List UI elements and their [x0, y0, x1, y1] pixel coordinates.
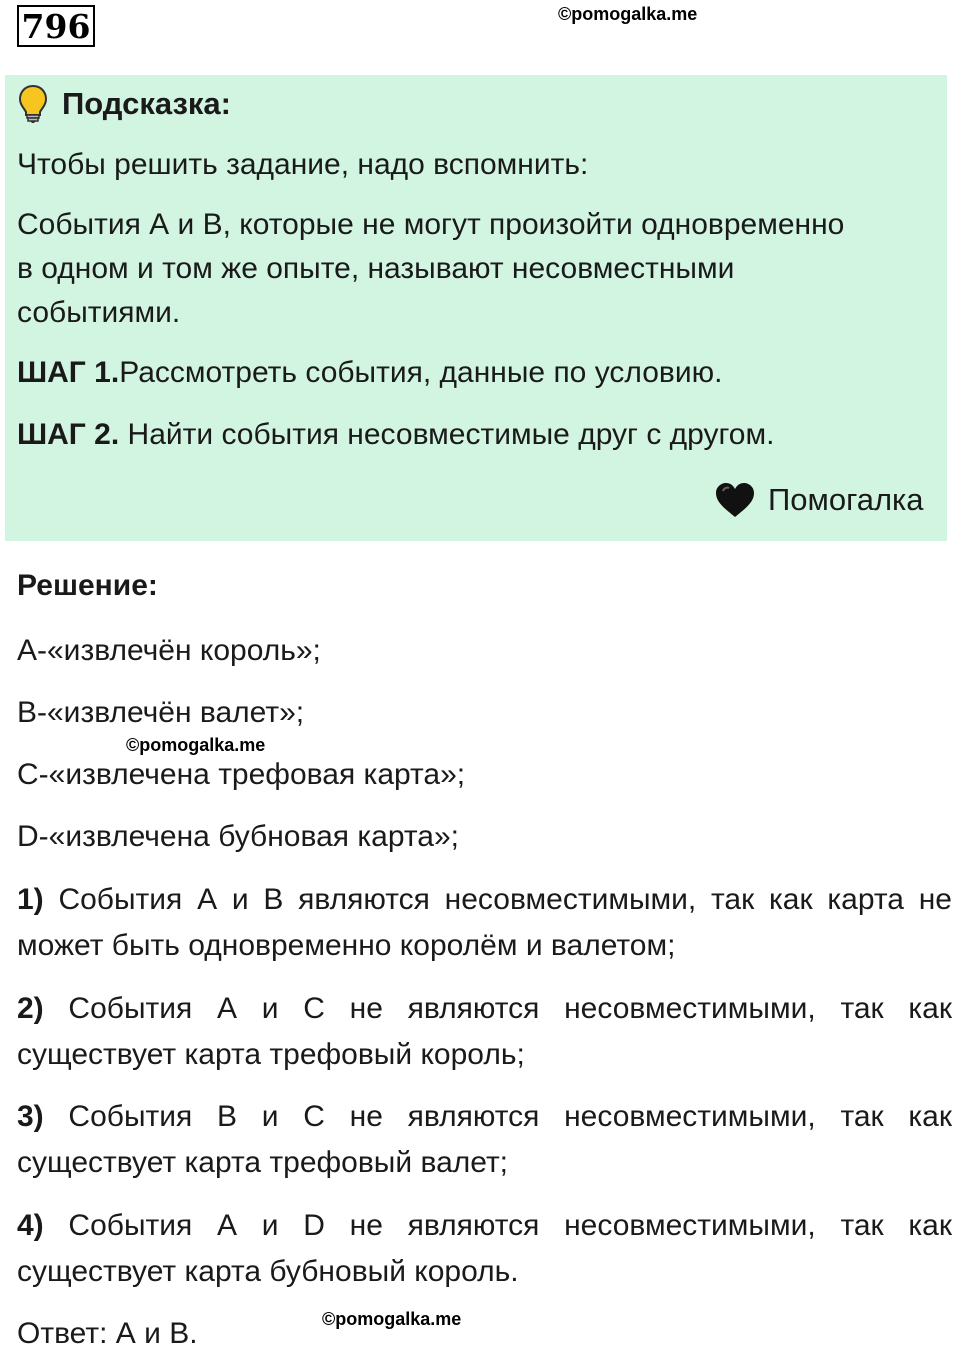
step-2-label: ШАГ 2. [17, 418, 120, 451]
hint-intro: Чтобы решить задание, надо вспомнить: [17, 148, 589, 181]
heart-icon [714, 480, 756, 520]
brand-name: Помогалка [768, 482, 924, 517]
solution-item-1 [17, 877, 952, 969]
lightbulb-icon [18, 84, 48, 124]
event-b: В-«извлечён валет»; [17, 696, 305, 729]
item-text: События А и В являются несовместимыми, так как карта не может быть одновременно королём и валетом; [17, 883, 952, 962]
task-number: 796 [17, 5, 95, 47]
answer: Ответ: А и В. [17, 1317, 198, 1350]
watermark-top: ©pomogalka.me [558, 4, 698, 24]
hint-definition-line-3: событиями. [17, 296, 181, 329]
step-1-label: ШАГ 1. [17, 356, 120, 389]
hint-title-label: Подсказка: [62, 86, 231, 121]
item-text: События В и С не являются несовместимыми, так как существует карта трефовый валет; [17, 1100, 952, 1179]
watermark-middle: ©pomogalka.me [126, 735, 266, 755]
hint-definition-line-1: События А и В, которые не могут произойти одновременно [17, 208, 845, 241]
event-c: С-«извлечена трефовая карта»; [17, 758, 466, 791]
item-text: События А и С не являются несовместимыми, так как существует карта трефовый король; [17, 992, 952, 1071]
step-1-text: Рассмотреть события, данные по условию. [119, 356, 723, 389]
step-2-text: Найти события несовместимые друг с другом. [119, 418, 775, 451]
item-number: 1) [17, 883, 44, 916]
item-number: 3) [17, 1100, 44, 1133]
watermark-bottom: ©pomogalka.me [322, 1309, 462, 1329]
brand-signature [714, 478, 924, 522]
item-number: 4) [17, 1209, 44, 1242]
hint-definition-line-2: в одном и том же опыте, называют несовместными [17, 252, 735, 285]
solution-item-4 [17, 1203, 952, 1295]
solution-item-2 [17, 986, 952, 1078]
hint-step-2 [17, 412, 774, 457]
hint-step-1 [17, 350, 722, 395]
solution-title: Решение: [17, 569, 158, 602]
event-a: А-«извлечён король»; [17, 634, 321, 667]
solution-item-3 [17, 1094, 952, 1186]
event-d: D-«извлечена бубновая карта»; [17, 820, 459, 853]
hint-title [18, 84, 231, 124]
item-number: 2) [17, 992, 44, 1025]
item-text: События А и D не являются несовместимыми, так как существует карта бубновый король. [17, 1209, 952, 1288]
